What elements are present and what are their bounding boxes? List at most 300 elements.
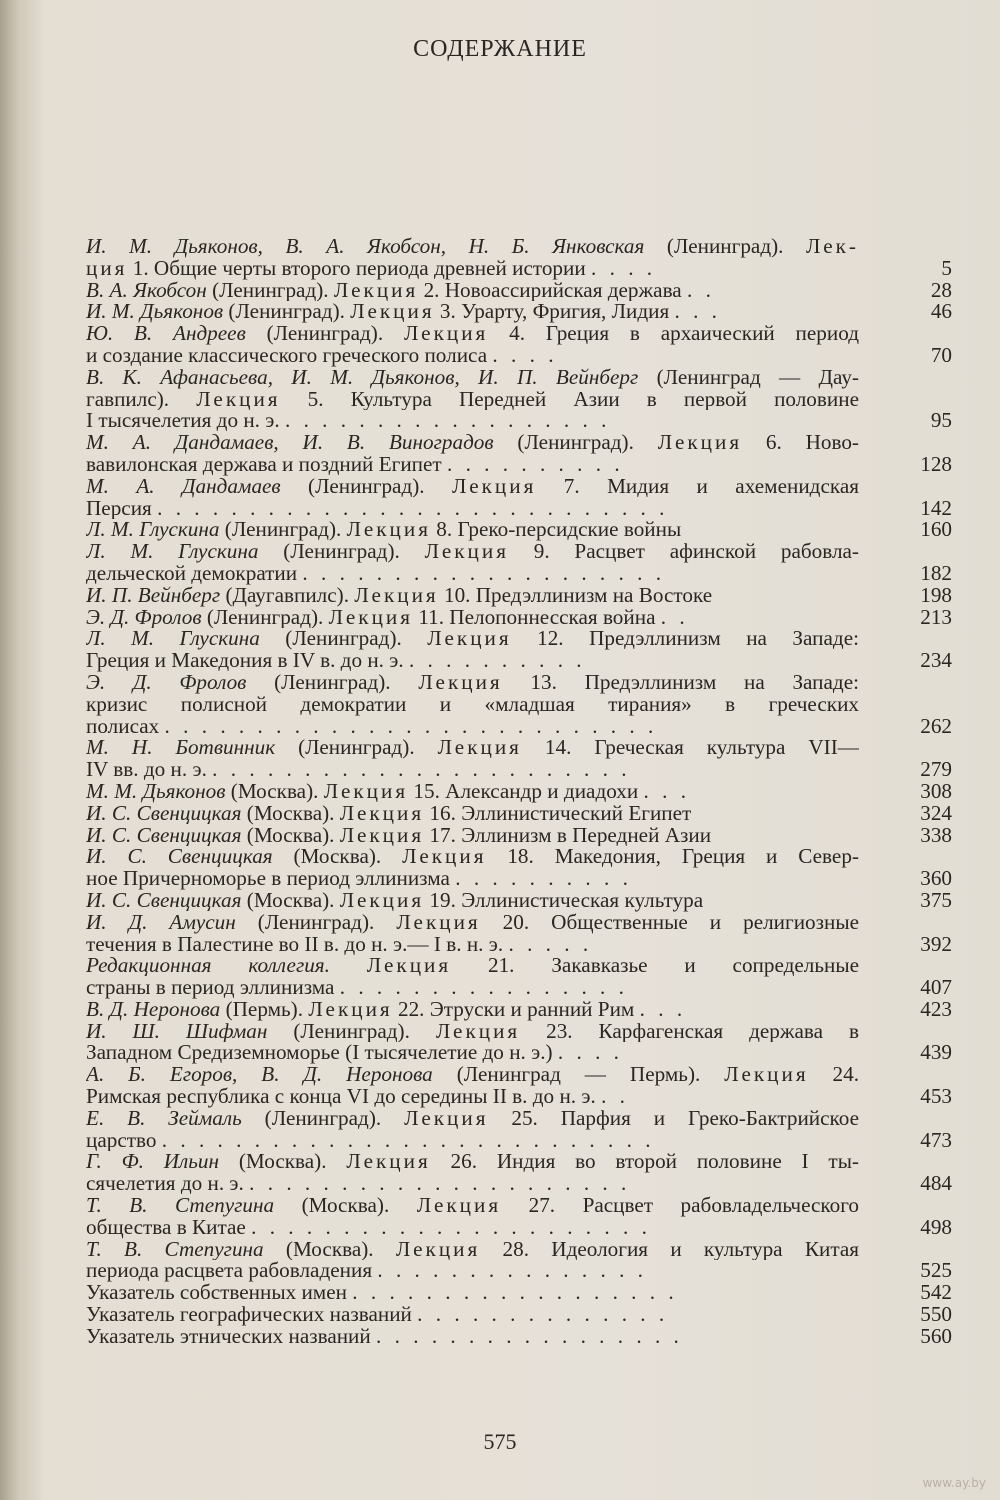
toc-line xyxy=(86,800,966,825)
toc-line-text xyxy=(86,781,859,803)
toc-page-number: 213 xyxy=(920,604,952,629)
entry-text: 11. Пелопоннесская война xyxy=(413,606,661,629)
entry-author: И. М. Дьяконов xyxy=(86,301,224,324)
toc-line xyxy=(86,1304,966,1326)
toc-line-text xyxy=(86,1064,859,1086)
toc-page-number: 128 xyxy=(920,451,952,476)
entry-text: (Ленинград — Дау- xyxy=(638,366,859,389)
toc-entry xyxy=(86,912,966,956)
toc-line-text xyxy=(86,737,859,759)
toc-line-text xyxy=(86,1260,859,1282)
toc-line-text xyxy=(86,977,859,999)
toc-page-number: 525 xyxy=(920,1258,952,1283)
toc-line xyxy=(86,672,966,694)
toc-line-text xyxy=(86,432,859,454)
entry-author: Л. М. Глускина xyxy=(86,628,260,651)
toc-page-number: 234 xyxy=(920,648,952,673)
toc-page-number: 407 xyxy=(920,975,952,1000)
toc-page-number: 279 xyxy=(920,757,952,782)
toc-line-text xyxy=(86,890,859,912)
toc-page-number: 375 xyxy=(920,887,952,912)
entry-text: кризис полисной демократии и «младшая тирания» в греческих xyxy=(86,693,859,716)
toc-page-number: 498 xyxy=(920,1214,952,1239)
toc-line-text xyxy=(86,389,859,411)
leader-dots: . . . . . xyxy=(508,933,593,956)
entry-text: 6. Ново- xyxy=(742,432,859,454)
entry-author: И. С. Свенцицкая xyxy=(86,889,242,912)
entry-lecture-word: Лекция xyxy=(452,475,537,498)
toc-line xyxy=(86,1239,966,1261)
toc-entry xyxy=(86,582,966,607)
entry-text: Греция и Македония в IV в. до н. э. xyxy=(86,650,409,672)
leader-dots: . . . . . . . . . . . . . . . . . . xyxy=(284,410,611,433)
toc-line-text xyxy=(86,803,859,825)
entry-author: В. Д. Неронова xyxy=(86,998,221,1021)
toc-entry xyxy=(86,323,966,367)
entry-author: И. С. Свенцицкая xyxy=(86,846,273,869)
leader-dots: . . . . . . . . . . xyxy=(408,650,586,672)
entry-text: сячелетия до н. э. xyxy=(86,1173,250,1196)
leader-dots: . . xyxy=(660,606,689,629)
toc-line-text xyxy=(86,1108,859,1130)
toc-entry xyxy=(86,1323,966,1348)
entry-text: Персия xyxy=(86,497,158,520)
entry-text: 9. Расцвет афинской рабовла- xyxy=(508,541,859,563)
toc-entry xyxy=(86,519,966,541)
entry-lecture-word: Лекция xyxy=(724,1064,809,1087)
entry-text: 20. Общественные и религиозные xyxy=(480,911,859,934)
toc-line-text xyxy=(86,1173,859,1195)
toc-line xyxy=(86,1108,966,1130)
entry-author: Э. Д. Фролов xyxy=(86,671,247,694)
entry-lecture-word: Лекция xyxy=(339,824,425,847)
toc-line xyxy=(86,560,966,585)
entry-lecture-word: Лекция xyxy=(395,1238,481,1261)
entry-text: (Ленинград). xyxy=(223,301,351,324)
entry-text: (Пермь). xyxy=(220,998,309,1021)
toc-entry xyxy=(86,672,966,737)
leader-dots: . . xyxy=(601,1086,629,1108)
entry-text: 13. Предэллинизм на Западе: xyxy=(502,671,859,694)
entry-text: (Даугавпилс). xyxy=(220,584,355,607)
toc-line xyxy=(86,451,966,476)
toc-entry xyxy=(86,1195,966,1239)
toc-entry xyxy=(86,541,966,585)
toc-page-number: 95 xyxy=(930,408,952,433)
entry-text: 10. Предэллинизм на Востоке xyxy=(438,584,713,607)
toc-line xyxy=(86,778,966,803)
entry-text: IV вв. до н. э. xyxy=(86,759,213,781)
toc-line xyxy=(86,432,966,454)
toc-entry xyxy=(86,887,966,912)
entry-author: М. А. Дандамаев xyxy=(86,475,281,498)
entry-lecture-word: Лекция xyxy=(339,889,425,912)
toc-line-text xyxy=(86,1042,859,1064)
entry-text: 12. Предэллинизм на Западе: xyxy=(511,628,859,651)
toc-entry xyxy=(86,604,966,629)
entry-author: Э. Д. Фролов xyxy=(86,606,202,629)
toc-page-number: 542 xyxy=(920,1280,952,1305)
toc-page-number: 160 xyxy=(920,517,952,542)
toc-entry xyxy=(86,1304,966,1326)
toc-line xyxy=(86,1323,966,1348)
entry-text: 21. Закавказье и сопредельные xyxy=(451,955,859,978)
toc-page-number: 550 xyxy=(920,1302,952,1327)
toc-line xyxy=(86,1173,966,1195)
toc-entry xyxy=(86,778,966,803)
toc-line xyxy=(86,255,966,280)
toc-line xyxy=(86,389,966,411)
toc-entry xyxy=(86,737,966,781)
entry-text: (Москва). xyxy=(219,1151,347,1174)
toc-page-number: 142 xyxy=(920,495,952,520)
entry-text: 2. Новоассирийская держава xyxy=(418,279,687,302)
toc-entry xyxy=(86,367,966,432)
toc-line-text xyxy=(86,323,859,345)
entry-text: (Москва). xyxy=(225,780,324,803)
toc-entry xyxy=(86,1282,966,1304)
entry-text: страны в период эллинизма xyxy=(86,977,340,999)
toc-line xyxy=(86,1042,966,1064)
leader-dots: . . . . . . . . . . . . . . . . . . xyxy=(352,1282,678,1305)
toc-line xyxy=(86,694,966,716)
leader-dots: . . . . xyxy=(492,344,558,367)
toc-line xyxy=(86,628,966,650)
entry-text: I тысячелетия до н. э. xyxy=(86,410,285,433)
entry-text: Западном Средиземноморье (I тысячелетие до н. э.) xyxy=(86,1042,558,1065)
toc-line-text xyxy=(86,868,859,890)
entry-text: Указатель этнических названий xyxy=(86,1325,377,1348)
entry-text: общества в Китае xyxy=(86,1216,252,1239)
entry-text: 15. Александр и диадохи xyxy=(408,780,644,803)
leader-dots: . . . . . . . . . . . . . . . . xyxy=(339,977,628,999)
toc-entry xyxy=(86,1021,966,1065)
toc-line xyxy=(86,846,966,868)
entry-text: (Москва). xyxy=(274,1195,417,1217)
entry-text: 7. Мидия и ахеменидская xyxy=(536,475,859,498)
toc-line-text xyxy=(86,759,859,781)
toc-line-text xyxy=(86,1282,859,1304)
entry-lecture-word: Лекция xyxy=(396,911,481,934)
entry-text: 18. Македония, Греция и Север- xyxy=(486,846,859,869)
entry-author: В. К. Афанасьева, И. М. Дьяконов, И. П. Вейнберг xyxy=(86,366,639,389)
leader-dots: . . . xyxy=(639,998,687,1021)
leader-dots: . . . xyxy=(674,301,721,324)
toc-line xyxy=(86,582,966,607)
toc-line xyxy=(86,1127,966,1152)
toc-line-text xyxy=(86,672,859,694)
entry-text: 23. Карфагенская держава в xyxy=(520,1020,859,1043)
toc-line-text xyxy=(86,410,859,432)
toc-line xyxy=(86,713,966,738)
toc-line-text xyxy=(86,846,859,868)
toc-page-number: 28 xyxy=(930,277,952,302)
entry-lecture-word: Лекция xyxy=(350,301,435,324)
entry-author: М. М. Дьяконов xyxy=(86,780,226,803)
entry-text: (Москва). xyxy=(263,1238,396,1261)
entry-text: 4. Греция в архаический период xyxy=(488,323,859,345)
toc-line xyxy=(86,887,966,912)
toc-line xyxy=(86,868,966,890)
entry-text: 17. Эллинизм в Передней Азии xyxy=(424,824,712,847)
toc-page-number: 182 xyxy=(920,560,952,585)
toc-entry xyxy=(86,1239,966,1283)
toc-entry xyxy=(86,822,966,847)
leader-dots: . . . . . . . . . . . . . . . . . . . . . . . . . . . xyxy=(164,715,658,738)
toc-line xyxy=(86,476,966,498)
toc-line xyxy=(86,822,966,847)
leader-dots: . . . . . . . . . . . . . . . . . . . . . xyxy=(249,1173,631,1196)
toc-line-text xyxy=(86,563,859,585)
toc-line xyxy=(86,342,966,367)
entry-text: (Ленинград). xyxy=(259,628,428,651)
toc-page-number: 473 xyxy=(920,1127,952,1152)
entry-author: М. Н. Ботвинник xyxy=(86,737,276,760)
toc-entry xyxy=(86,628,966,672)
toc-line-text xyxy=(86,519,859,541)
entry-text: вавилонская держава и поздний Египет xyxy=(86,453,447,476)
toc-entry xyxy=(86,476,966,520)
toc-entry xyxy=(86,955,966,999)
toc-line-text xyxy=(86,541,859,563)
toc-page-number: 46 xyxy=(930,299,952,324)
toc-line-text xyxy=(86,607,859,629)
toc-line-text xyxy=(86,454,859,476)
entry-lecture-word: Лекция xyxy=(402,846,487,869)
toc-line-text xyxy=(86,1151,859,1173)
toc-entry xyxy=(86,236,966,280)
entry-text: Указатель географических названий xyxy=(86,1304,418,1326)
entry-text: 1. Общие черты второго периода древней истории xyxy=(127,257,591,280)
entry-lecture-word: Лекция xyxy=(404,1107,489,1130)
toc-entry xyxy=(86,996,966,1021)
toc-line-text xyxy=(86,912,859,934)
entry-author: Л. М. Глускина xyxy=(86,519,220,542)
toc-line-text xyxy=(86,1326,859,1348)
entry-text: 5. Культура Передней Азии в первой половине xyxy=(280,388,859,411)
entry-lecture-word: Лекция xyxy=(339,802,425,825)
toc-line-text xyxy=(86,650,859,672)
toc-line-text xyxy=(86,585,859,607)
toc-line xyxy=(86,1151,966,1173)
toc-line-text xyxy=(86,1217,859,1239)
entry-lecture-word: Лекция xyxy=(196,388,281,411)
toc-page-number: 308 xyxy=(920,778,952,803)
toc-line xyxy=(86,301,966,323)
toc-line xyxy=(86,1086,966,1108)
toc-line xyxy=(86,1282,966,1304)
entry-text: (Ленинград). xyxy=(206,279,334,302)
leader-dots: . . . . . . . . . . . . . . . . . . . . . . xyxy=(251,1216,651,1239)
toc-entry xyxy=(86,1064,966,1108)
entry-text: дельческой демократии xyxy=(86,562,303,585)
toc-line xyxy=(86,1021,966,1043)
toc-entry xyxy=(86,432,966,476)
entry-lecture-word: Лекция xyxy=(346,519,431,542)
toc-line-text xyxy=(86,1130,859,1152)
entry-lecture-word: Лекция xyxy=(366,955,452,978)
entry-lecture-word: Лекция xyxy=(323,780,409,803)
entry-text: царство xyxy=(86,1129,162,1152)
entry-text: 25. Парфия и Греко-Бактрийское xyxy=(488,1107,859,1130)
leader-dots: . . . xyxy=(643,780,691,803)
entry-text: (Ленинград). xyxy=(219,519,347,542)
toc-line xyxy=(86,912,966,934)
entry-author: И. П. Вейнберг xyxy=(86,584,221,607)
toc-page-number: 560 xyxy=(920,1323,952,1348)
entry-text: 28. Идеология и культура Китая xyxy=(480,1238,859,1261)
toc-page-number: 5 xyxy=(941,255,952,280)
toc-line xyxy=(86,519,966,541)
entry-author: Т. В. Степугина xyxy=(86,1195,275,1217)
toc-line xyxy=(86,367,966,389)
entry-text: (Москва). xyxy=(241,824,340,847)
entry-text: (Ленинград). xyxy=(258,541,425,563)
entry-author: Г. Ф. Ильин xyxy=(86,1151,220,1174)
toc-line xyxy=(86,955,966,977)
entry-author: Л. М. Глускина xyxy=(86,541,259,563)
entry-text: Указатель собственных имен xyxy=(86,1282,353,1305)
entry-text: Римская республика с конца VI до середины II в. до н. э. xyxy=(86,1086,602,1108)
entry-text: ное Причерноморье в период эллинизма xyxy=(86,868,456,890)
entry-text: 24. xyxy=(808,1064,859,1087)
toc-page-number: 262 xyxy=(920,713,952,738)
entry-text: 3. Урарту, Фригия, Лидия xyxy=(434,301,675,324)
toc-line-text xyxy=(86,345,859,367)
entry-text: полисах xyxy=(86,715,165,738)
entry-text: гавпилс). xyxy=(86,388,197,411)
toc-line xyxy=(86,236,966,258)
entry-text: течения в Палестине во II в. до н. э.— I в. н. э. xyxy=(86,933,509,956)
toc-line xyxy=(86,1260,966,1282)
entry-lecture-word: Лекция xyxy=(403,323,489,345)
toc-entry xyxy=(86,301,966,323)
entry-lecture-word: Лекция xyxy=(424,541,509,563)
toc-page-number: 338 xyxy=(920,822,952,847)
entry-text: 26. Индия во второй половине I ты- xyxy=(430,1151,859,1174)
leader-dots: . . . . . . . . . . . . . . . . . xyxy=(376,1325,683,1348)
entry-text: и создание классического греческого полиса xyxy=(86,344,493,367)
toc-line-text xyxy=(86,498,859,520)
toc-line-text xyxy=(86,1086,859,1108)
toc-line-text xyxy=(86,999,859,1021)
toc-line-text xyxy=(86,280,859,302)
toc-line-text xyxy=(86,476,859,498)
toc-line xyxy=(86,495,966,520)
toc-page-number: 360 xyxy=(920,866,952,891)
entry-text: (Москва). xyxy=(241,802,340,825)
entry-text: (Ленинград — Пермь). xyxy=(432,1064,725,1087)
toc-page-number: 439 xyxy=(920,1040,952,1065)
leader-dots: . . . . . . . . . . xyxy=(455,868,632,890)
entry-text: (Ленинград). xyxy=(201,606,329,629)
toc-page-number: 70 xyxy=(930,342,952,367)
toc-page-number: 198 xyxy=(920,582,952,607)
toc-entry xyxy=(86,1151,966,1195)
leader-dots: . . . . . . . . . . . . . . xyxy=(417,1304,669,1326)
toc-line xyxy=(86,759,966,781)
toc-line-text xyxy=(86,367,859,389)
entry-author: А. Б. Егоров, В. Д. Неронова xyxy=(86,1064,433,1087)
toc-line-text xyxy=(86,934,859,956)
entry-author: И. Ш. Шифман xyxy=(86,1020,268,1043)
entry-text: (Ленинград). xyxy=(275,737,438,760)
toc-line-text xyxy=(86,1021,859,1043)
toc-line-text xyxy=(86,628,859,650)
toc-line-text xyxy=(86,716,859,738)
toc-line-text xyxy=(86,301,859,323)
entry-text: (Ленинград). xyxy=(280,475,452,498)
leader-dots: . . . . xyxy=(591,257,657,280)
toc-entry xyxy=(86,277,966,302)
toc-line-text xyxy=(86,694,859,716)
entry-lecture-word: Лекция xyxy=(437,737,522,760)
entry-text: (Ленинград). xyxy=(267,1020,436,1043)
entry-text: периода расцвета рабовладения xyxy=(86,1260,378,1283)
toc-page-number: 453 xyxy=(920,1084,952,1109)
entry-lecture-word: ция xyxy=(86,257,128,280)
toc-page-number: 423 xyxy=(920,996,952,1021)
entry-text: 14. Греческая культура VII— xyxy=(521,737,859,760)
toc-entry xyxy=(86,800,966,825)
toc-line xyxy=(86,1214,966,1239)
entry-lecture-word: Лекция xyxy=(308,998,393,1021)
toc-line xyxy=(86,1064,966,1086)
toc-line-text xyxy=(86,1304,859,1326)
entry-text: 16. Эллинистический Египет xyxy=(424,802,692,825)
leader-dots: . . . . xyxy=(557,1042,623,1065)
toc-page-number: 324 xyxy=(920,800,952,825)
leader-dots: . . . . . . . . . . . . . . . . . . . . . . . . . . . . xyxy=(157,497,669,520)
entry-lecture-word: Лекция xyxy=(354,584,439,607)
entry-author: В. А. Якобсон xyxy=(86,279,207,302)
toc-line xyxy=(86,737,966,759)
entry-lecture-word: Лекция xyxy=(657,432,743,454)
entry-text: (Москва). xyxy=(241,889,340,912)
leader-dots: . . . . . . . . . . . . . . . xyxy=(377,1260,647,1283)
leader-dots: . . . . . . . . . . . . . . . . . . . . . . . xyxy=(212,759,631,781)
toc-line xyxy=(86,996,966,1021)
entry-text: (Ленинград). xyxy=(246,671,419,694)
entry-text: (Ленинград). xyxy=(493,432,658,454)
entry-author: И. С. Свенцицкая xyxy=(86,824,242,847)
entry-text: 22. Этруски и ранний Рим xyxy=(392,998,640,1021)
entry-lecture-word: Лекция xyxy=(416,1195,502,1217)
toc-entry xyxy=(86,1108,966,1152)
entry-lecture-word: Лекция xyxy=(346,1151,431,1174)
toc-line-text xyxy=(86,955,859,977)
entry-author: Т. В. Степугина xyxy=(86,1238,264,1261)
entry-author: И. Д. Амусин xyxy=(86,911,236,934)
entry-lecture-word: Лекция xyxy=(418,671,503,694)
entry-author: М. А. Дандамаев, И. В. Виноградов xyxy=(86,432,494,454)
toc-line xyxy=(86,323,966,345)
toc-line-text xyxy=(86,236,859,258)
toc-line xyxy=(86,650,966,672)
entry-text: 27. Расцвет рабовладельческого xyxy=(501,1195,859,1217)
table-of-contents xyxy=(86,236,966,1348)
entry-text: (Ленинград). xyxy=(644,236,806,258)
entry-text: 8. Греко-персидские войны xyxy=(430,519,682,542)
entry-author: И. С. Свенцицкая xyxy=(86,802,242,825)
leader-dots: . . xyxy=(687,279,715,302)
toc-line xyxy=(86,604,966,629)
leader-dots: . . . . . . . . . . . . . . . . . . . . . . . . . . . xyxy=(161,1129,655,1152)
toc-page-number: 484 xyxy=(920,1171,952,1196)
entry-text xyxy=(330,955,367,977)
watermark: www.ay.by xyxy=(922,1476,986,1490)
toc-line xyxy=(86,541,966,563)
